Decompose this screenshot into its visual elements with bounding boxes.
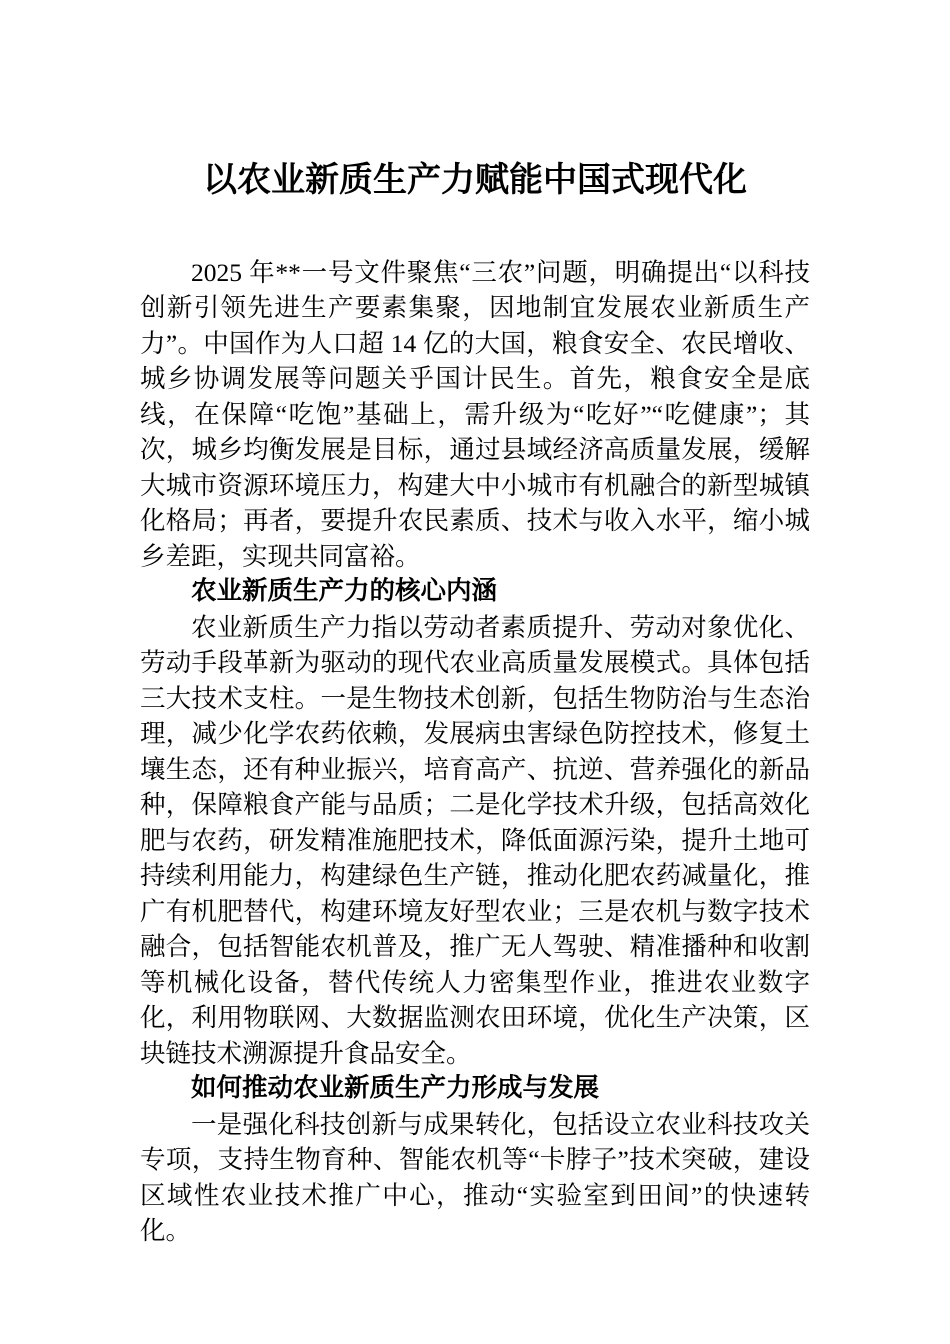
section-heading-core-connotation: 农业新质生产力的核心内涵: [191, 577, 498, 605]
section-heading-how-to-promote: 如何推动农业新质生产力形成与发展: [191, 1074, 600, 1102]
paragraph-core-connotation: 农业新质生产力指以劳动者素质提升、劳动对象优化、劳动手段革新为驱动的现代农业高质量发展模式。具体包括三大技术支柱。一是生物技术创新，包括生物防治与生态治理，减少化学农药依赖，发展病虫害绿色防控技术，修复土壤生态，还有种业振兴，培育高产、抗逆、营养强化的新品种，保障粮食产能与品质；二是化学技术升级，包括高效化肥与农药，研发精准施肥技术，降低面源污染，提升土地可持续利用能力，构建绿色生产链，推动化肥农药减量化，推广有机肥替代，构建环境友好型农业；三是农机与数字技术融合，包括智能农机普及，推广无人驾驶、精准播种和收割等机械化设备，替代传统人力密集型作业，推进农业数字化，利用物联网、大数据监测农田环境，优化生产决策，区块链技术溯源提升食品安全。: [140, 612, 810, 1068]
document-title: 以农业新质生产力赋能中国式现代化: [203, 162, 747, 199]
paragraph-how-to-promote: 一是强化科技创新与成果转化，包括设立农业科技攻关专项，支持生物育种、智能农机等“卡脖子”技术突破，建设区域性农业技术推广中心，推动“实验室到田间”的快速转化。: [140, 1109, 810, 1245]
paragraph-intro: 2025 年**一号文件聚焦“三农”问题，明确提出“以科技创新引领先进生产要素集聚，因地制宜发展农业新质生产力”。中国作为人口超 14 亿的大国，粮食安全、农民增收、城乡协调发展等问题关乎国计民生。首先，粮食安全是底线，在保障“吃饱”基础上，需升级为“吃好”“吃健康”；其次，城乡均衡发展是目标，通过县域经济高质量发展，缓解大城市资源环境压力，构建大中小城市有机融合的新型城镇化格局；再者，要提升农民素质、技术与收入水平，缩小城乡差距，实现共同富裕。: [140, 257, 810, 571]
